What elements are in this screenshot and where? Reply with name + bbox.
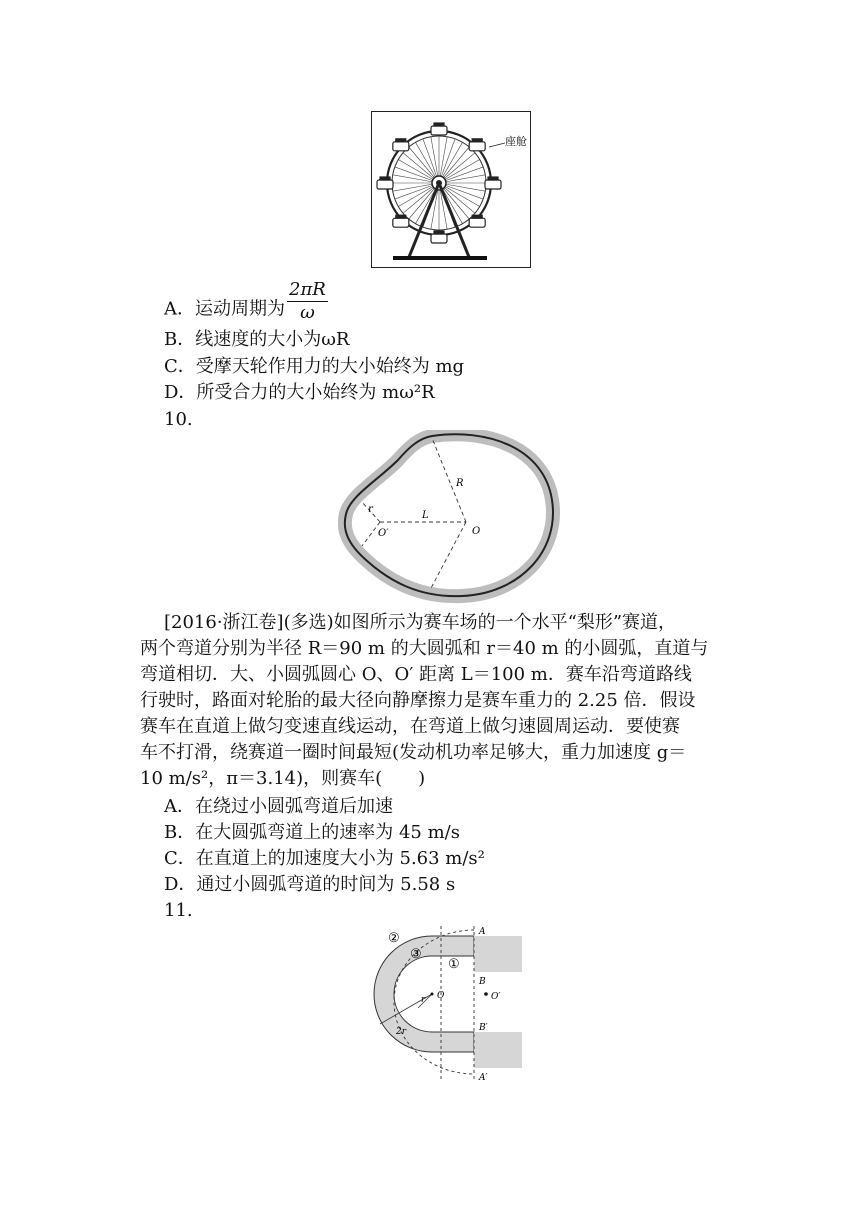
label-r: r (421, 995, 426, 1005)
cabin-shape (431, 126, 447, 135)
q10-stem-line: [2016·浙江卷](多选)如图所示为赛车场的一个水平“梨形”赛道， (164, 612, 677, 633)
q10-stem-line: 10 m/s²，π＝3.14)，则赛车( ) (140, 768, 426, 789)
ferris-wheel-figure (371, 111, 531, 269)
q10-option-b: B．在大圆弧弯道上的速率为 45 m/s (164, 822, 460, 843)
cabin-shape (431, 234, 447, 243)
label-circle-3: ③ (410, 947, 422, 962)
cabin-shape (469, 218, 485, 227)
label-Oprime: O′ (491, 992, 501, 1002)
cabin-shape (485, 180, 501, 189)
q10-stem-line: 两个弯道分别为半径 R＝90 m 的大圆弧和 r＝40 m 的小圆弧，直道与 (140, 638, 709, 659)
q10-option-d: D．通过小圆弧弯道的时间为 5.58 s (164, 874, 456, 895)
label-Aprime: A′ (479, 1073, 488, 1083)
q9-option-d: D．所受合力的大小始终为 mω²R (164, 382, 435, 403)
cabin-roof (434, 231, 444, 234)
cabin-shape (393, 142, 409, 151)
q10-stem-line: 弯道相切．大、小圆弧圆心 O、O′ 距离 L＝100 m．赛车沿弯道路线 (140, 664, 692, 685)
cabin-roof (396, 215, 406, 218)
q9-option-c: C．受摩天轮作用力的大小始终为 mg (164, 356, 465, 377)
q10-stem-line: 车不打滑，绕赛道一圈时间最短(发动机功率足够大，重力加速度 g＝ (140, 742, 687, 763)
cabin-roof (434, 123, 444, 126)
q10-number: 10. (164, 409, 193, 430)
label-A: A (479, 927, 486, 937)
cabin-roof (472, 215, 482, 218)
cabin-roof (472, 139, 482, 142)
cabin-shape (377, 180, 393, 189)
label-Oprime: O′ (378, 528, 389, 539)
label-2r: 2r (396, 1027, 407, 1037)
label-B: B (479, 977, 486, 987)
label-circle-2: ② (388, 931, 400, 946)
cabin-label: 座舱 (505, 135, 527, 148)
label-L: L (422, 510, 429, 521)
cabin-roof (380, 177, 390, 180)
cabin-shape (393, 218, 409, 227)
q10-stem (140, 610, 740, 792)
label-O: O (437, 991, 445, 1001)
q9-option-b: B．线速度的大小为ωR (164, 329, 350, 350)
q9-option-a: A．运动周期为 $\frac{2\pi R}{\omega}$ (164, 279, 326, 323)
cabin-roof (396, 139, 406, 142)
label-O: O (472, 526, 481, 537)
label-Bprime: B′ (479, 1023, 488, 1033)
label-r: r (368, 504, 373, 515)
cabin-shape (469, 142, 485, 151)
u-track-figure (368, 922, 528, 1084)
label-R: R (456, 478, 464, 489)
q10-option-c: C．在直道上的加速度大小为 5.63 m/s² (164, 848, 485, 869)
q10-option-a: A．在绕过小圆弧弯道后加速 (164, 796, 393, 817)
q11-number: 11. (164, 900, 193, 921)
q10-stem-line: 行驶时，路面对轮胎的最大径向静摩擦力是赛车重力的 2.25 倍．假设 (140, 690, 696, 711)
period-fraction: $\frac{2\pi R}{\omega}$ (289, 279, 326, 323)
q10-stem-line: 赛车在直道上做匀变速直线运动，在弯道上做匀速圆周运动．要使赛 (140, 716, 680, 737)
cabin-roof (488, 177, 498, 180)
racetrack-figure (338, 430, 564, 608)
label-circle-1: ① (448, 957, 460, 972)
